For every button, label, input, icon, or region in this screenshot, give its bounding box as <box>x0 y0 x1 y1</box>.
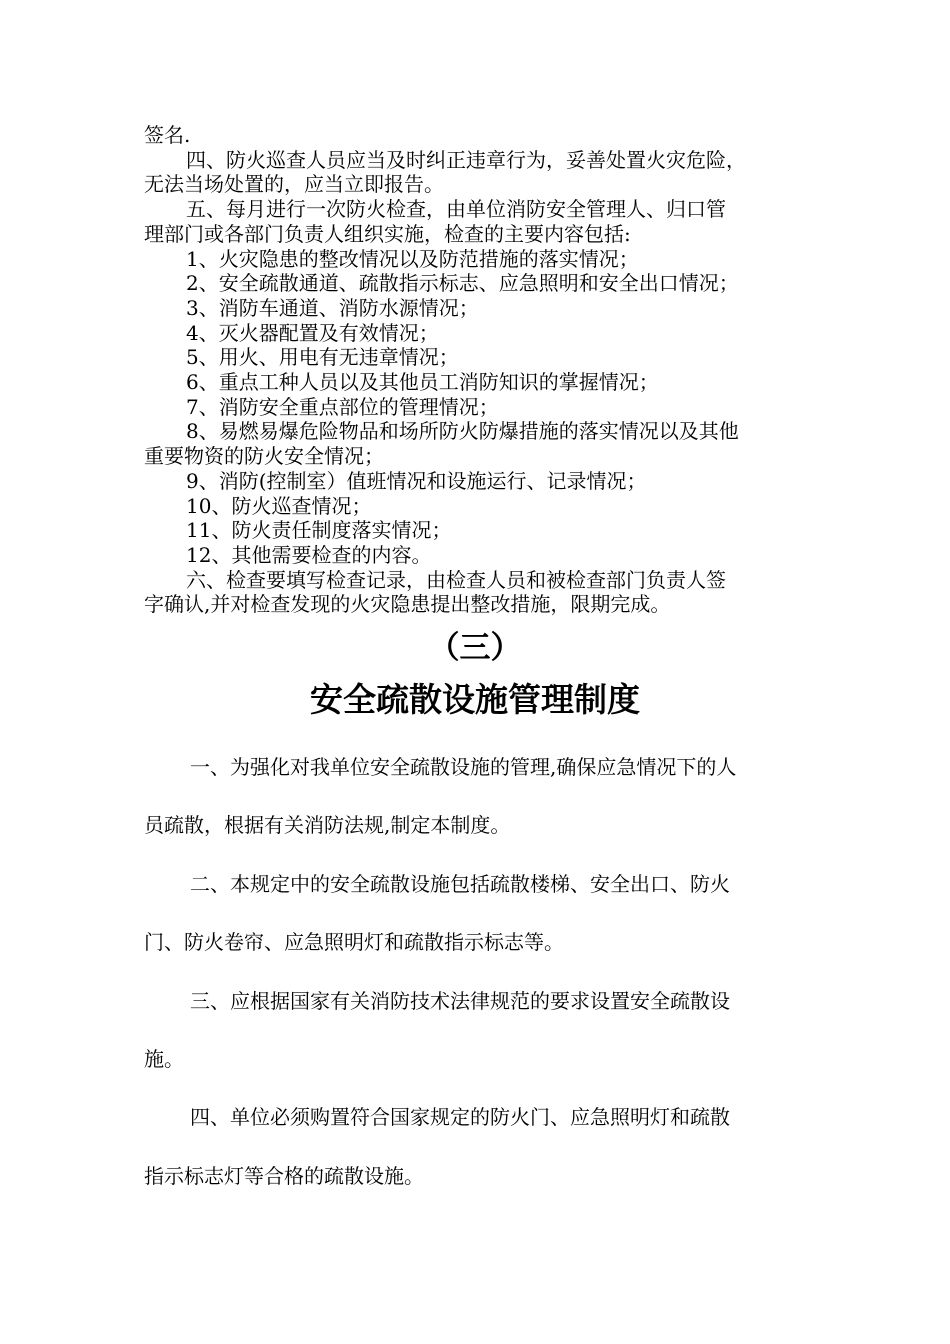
text-line: 理部门或各部门负责人组织实施，检查的主要内容包括: <box>144 221 631 246</box>
text-line: 无法当场处置的，应当立即报告。 <box>144 172 444 197</box>
list-item: 8、易燃易爆危险物品和场所防火防爆措施的落实情况以及其他 <box>186 419 739 444</box>
list-item: 5、用火、用电有无违章情况； <box>186 345 459 370</box>
text-line: 四、单位必须购置符合国家规定的防火门、应急照明灯和疏散 <box>190 1105 730 1130</box>
section-number-heading: （三） <box>428 630 522 666</box>
text-line: 重要物资的防火安全情况； <box>144 444 384 469</box>
text-line: 指示标志灯等合格的疏散设施。 <box>144 1163 424 1188</box>
text-line: 字确认,并对检查发现的火灾隐患提出整改措施，限期完成。 <box>144 592 671 617</box>
list-item: 6、重点工种人员以及其他员工消防知识的掌握情况； <box>186 370 659 395</box>
text-line: 四、防火巡查人员应当及时纠正违章行为，妥善处置火灾危险， <box>186 147 746 172</box>
text-line: 六、检查要填写检查记录，由检查人员和被检查部门负责人签 <box>186 567 726 592</box>
list-item: 3、消防车通道、消防水源情况； <box>186 295 479 320</box>
section-body <box>144 738 814 1205</box>
list-item: 7、消防安全重点部位的管理情况； <box>186 394 499 419</box>
text-line: 二、本规定中的安全疏散设施包括疏散楼梯、安全出口、防火 <box>190 871 730 896</box>
text-line: 员疏散，根据有关消防法规,制定本制度。 <box>144 813 511 838</box>
continued-section-body <box>144 123 814 617</box>
text-line: 施。 <box>144 1047 184 1072</box>
text-line: 签名. <box>144 123 191 147</box>
list-item: 9、消防(控制室）值班情况和设施运行、记录情况； <box>186 468 647 493</box>
list-item: 11、防火责任制度落实情况； <box>186 518 452 543</box>
list-item: 1、火灾隐患的整改情况以及防范措施的落实情况； <box>186 246 639 271</box>
text-line: 三、应根据国家有关消防技术法律规范的要求设置安全疏散设 <box>190 988 730 1013</box>
text-line: 五、每月进行一次防火检查，由单位消防安全管理人、归口管 <box>186 197 726 222</box>
section-title-heading: 安全疏散设施管理制度 <box>310 680 640 719</box>
text-line: 一、为强化对我单位安全疏散设施的管理,确保应急情况下的人 <box>190 755 737 779</box>
list-item: 2、安全疏散通道、疏散指示标志、应急照明和安全出口情况； <box>186 271 739 296</box>
list-item: 12、其他需要检查的内容。 <box>186 542 432 567</box>
list-item: 4、灭火器配置及有效情况； <box>186 320 439 345</box>
text-line: 门、防火卷帘、应急照明灯和疏散指示标志等。 <box>144 930 564 955</box>
list-item: 10、防火巡查情况； <box>186 493 372 518</box>
